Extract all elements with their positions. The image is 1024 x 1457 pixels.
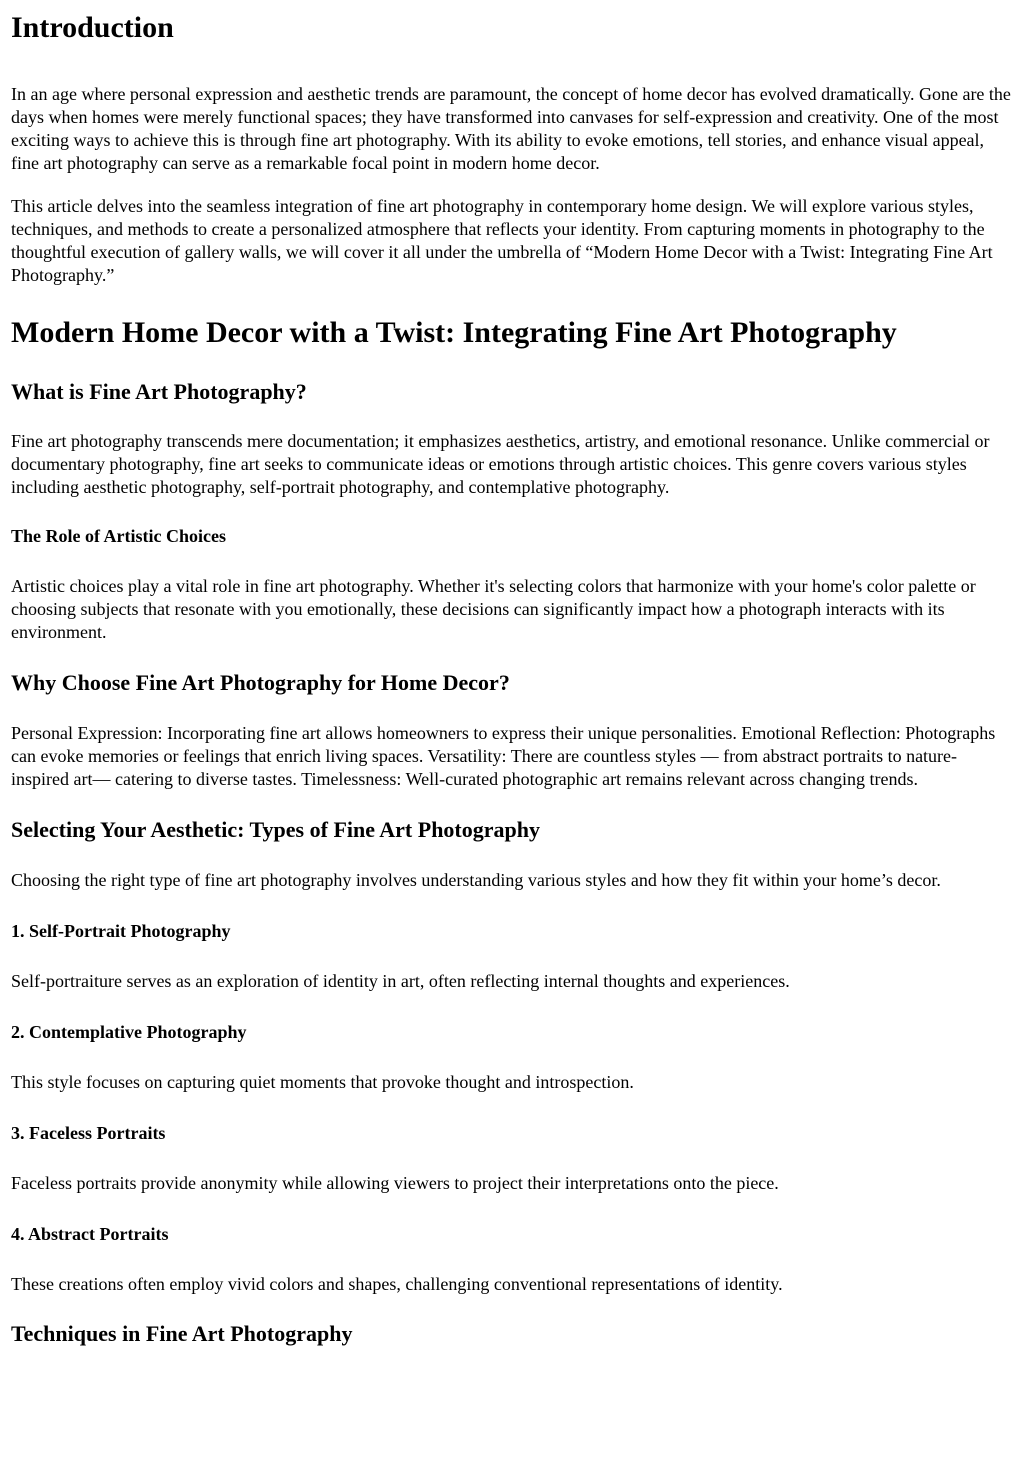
type-paragraph-faceless: Faceless portraits provide anonymity while allowing viewers to project their interpretations onto the piece. (11, 1173, 779, 1193)
techniques-heading: Techniques in Fine Art Photography (11, 1321, 353, 1346)
artistic-choices-paragraph: Artistic choices play a vital role in fine art photography. Whether it's selecting colors that harmonize with your home's color palette or choosing subjects that resonate with you emotionally, these decisions can significantly impact how a photograph interacts with its environment. (11, 576, 976, 642)
type-heading-abstract: 4. Abstract Portraits (11, 1224, 169, 1244)
what-is-heading: What is Fine Art Photography? (11, 379, 307, 404)
selecting-aesthetic-paragraph: Choosing the right type of fine art photography involves understanding various styles and how they fit within your home’s decor. (11, 870, 941, 890)
why-choose-heading: Why Choose Fine Art Photography for Home Decor? (11, 670, 510, 695)
type-paragraph-abstract: These creations often employ vivid colors and shapes, challenging conventional representations of identity. (11, 1274, 783, 1294)
type-paragraph-self-portrait: Self-portraiture serves as an exploration of identity in art, often reflecting internal thoughts and experiences. (11, 971, 790, 991)
introduction-heading: Introduction (11, 11, 174, 44)
type-heading-contemplative: 2. Contemplative Photography (11, 1022, 247, 1042)
type-heading-faceless: 3. Faceless Portraits (11, 1123, 166, 1143)
type-paragraph-contemplative: This style focuses on capturing quiet moments that provoke thought and introspection. (11, 1072, 634, 1092)
main-heading: Modern Home Decor with a Twist: Integrating Fine Art Photography (11, 316, 897, 349)
article (0, 11, 1024, 1347)
why-choose-paragraph: Personal Expression: Incorporating fine art allows homeowners to express their unique personalities. Emotional Reflection: Photographs can evoke memories or feelings that enrich living spaces. Versatility: There are countless styles — from abstract portraits to nature-inspired art— catering to diverse tastes. Timelessness: Well-curated photographic art remains relevant across changing trends. (11, 723, 996, 789)
artistic-choices-heading: The Role of Artistic Choices (11, 526, 226, 546)
what-is-paragraph: Fine art photography transcends mere documentation; it emphasizes aesthetics, artistry, and emotional resonance. Unlike commercial or documentary photography, fine art seeks to communicate ideas or emotions through artistic choices. This genre covers various styles including aesthetic photography, self-portrait photography, and contemplative photography. (11, 431, 990, 497)
selecting-aesthetic-heading: Selecting Your Aesthetic: Types of Fine Art Photography (11, 817, 540, 842)
type-heading-self-portrait: 1. Self-Portrait Photography (11, 921, 231, 941)
introduction-paragraph-2: This article delves into the seamless integration of fine art photography in contemporary home design. We will explore various styles, techniques, and methods to create a personalized atmosphere that reflects your identity. From capturing moments in photography to the thoughtful execution of gallery walls, we will cover it all under the umbrella of “Modern Home Decor with a Twist: Integrating Fine Art Photography.” (11, 196, 993, 285)
introduction-paragraph-1: In an age where personal expression and aesthetic trends are paramount, the concept of home decor has evolved dramatically. Gone are the days when homes were merely functional spaces; they have transformed into canvases for self-expression and creativity. One of the most exciting ways to achieve this is through fine art photography. With its ability to evoke emotions, tell stories, and enhance visual appeal, fine art photography can serve as a remarkable focal point in modern home decor. (11, 84, 1011, 173)
